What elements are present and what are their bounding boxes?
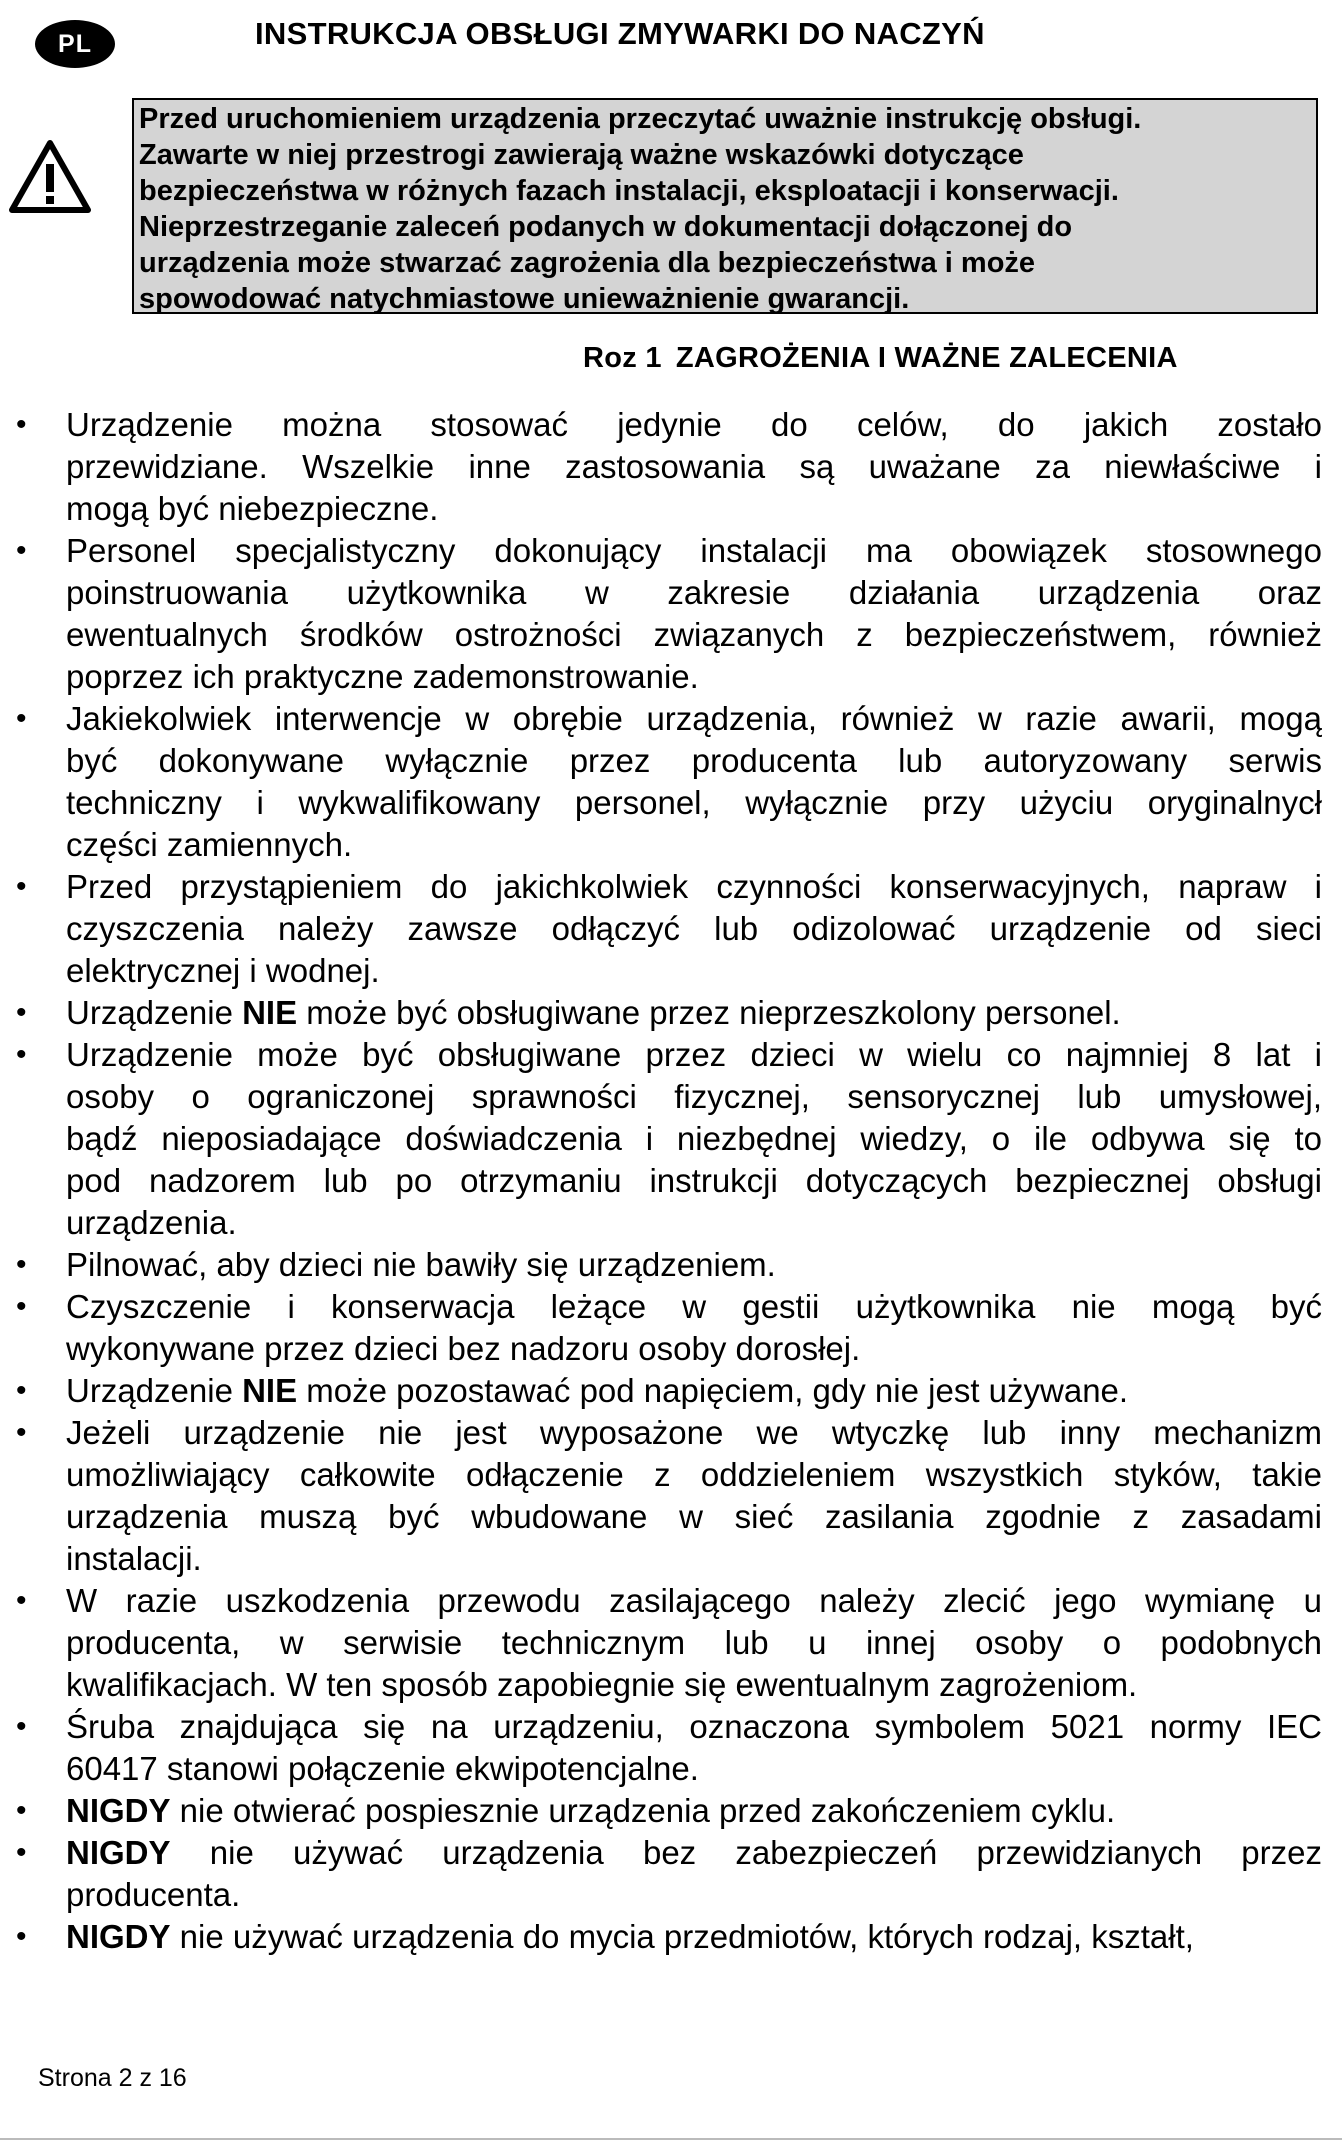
- rule-line: producenta.: [66, 1876, 241, 1913]
- page-number: Strona 2 z 16: [38, 2064, 187, 2092]
- rule-item: [0, 404, 1322, 530]
- rule-line: czyszczenia należy zawsze odłączyć lub odizolować urządzenie od sieci: [66, 910, 1322, 947]
- bullet-icon: •: [16, 702, 27, 735]
- rule-line: umożliwiający całkowite odłączenie z oddzieleniem wszystkich styków, takie: [66, 1456, 1322, 1493]
- rule-line: przewidziane. Wszelkie inne zastosowania są uważane za niewłaściwe i: [66, 448, 1322, 485]
- rule-line: ewentualnych środków ostrożności związanych z bezpieczeństwem, również: [66, 616, 1322, 653]
- section-number: Roz 1: [583, 342, 662, 374]
- rule-item: [0, 698, 1322, 866]
- rule-line: części zamiennych.: [66, 826, 353, 863]
- warning-line: urządzenia może stwarzać zagrożenia dla bezpieczeństwa i może: [139, 247, 1036, 279]
- rule-line: poinstruowania użytkownika w zakresie działania urządzenia oraz: [66, 574, 1322, 611]
- bullet-icon: •: [16, 1290, 27, 1323]
- rule-line: osoby o ograniczonej sprawności fizycznej, sensorycznej lub umysłowej,: [66, 1078, 1322, 1115]
- safety-rules-list: [0, 404, 1342, 1958]
- rule-line: producenta, w serwisie technicznym lub u innej osoby o podobnych: [66, 1624, 1322, 1661]
- rule-item: [0, 1034, 1322, 1244]
- rule-line: poprzez ich praktyczne zademonstrowanie.: [66, 658, 699, 695]
- bullet-icon: •: [16, 1836, 27, 1869]
- warning-triangle-icon: [8, 138, 92, 214]
- rule-line: pod nadzorem lub po otrzymaniu instrukcji dotyczących bezpiecznej obsługi: [66, 1162, 1322, 1199]
- rule-item: [0, 1370, 1322, 1412]
- rule-item: [0, 866, 1322, 992]
- emphasis-keyword: NIGDY: [66, 1792, 171, 1829]
- rule-line: NIGDY nie używać urządzenia bez zabezpieczeń przewidzianych przez: [66, 1834, 1322, 1871]
- rule-line: Śruba znajdująca się na urządzeniu, oznaczona symbolem 5021 normy IEC: [66, 1708, 1322, 1745]
- rule-line: Jakiekolwiek interwencje w obrębie urządzenia, również w razie awarii, mogą: [66, 700, 1322, 737]
- rule-item: [0, 992, 1322, 1034]
- warning-line: Zawarte w niej przestrogi zawierają ważne wskazówki dotyczące: [139, 139, 1024, 171]
- bullet-icon: •: [16, 1710, 27, 1743]
- section-title: ZAGROŻENIA I WAŻNE ZALECENIA: [675, 342, 1178, 374]
- rule-line: Urządzenie NIE może pozostawać pod napięciem, gdy nie jest używane.: [66, 1372, 1129, 1409]
- emphasis-keyword: NIE: [242, 1372, 298, 1409]
- rule-line: Przed przystąpieniem do jakichkolwiek czynności konserwacyjnych, napraw i: [66, 868, 1322, 905]
- rule-line: W razie uszkodzenia przewodu zasilającego należy zlecić jego wymianę u: [66, 1582, 1322, 1619]
- rule-item: [0, 1580, 1322, 1706]
- warning-line: bezpieczeństwa w różnych fazach instalacji, eksploatacji i konserwacji.: [139, 175, 1119, 207]
- rule-item: [0, 1412, 1322, 1580]
- bullet-icon: •: [16, 534, 27, 567]
- bullet-icon: •: [16, 408, 27, 441]
- language-badge: PL: [35, 20, 115, 68]
- rule-item: [0, 530, 1322, 698]
- bullet-icon: •: [16, 1374, 27, 1407]
- rule-item: [0, 1286, 1322, 1370]
- bullet-icon: •: [16, 870, 27, 903]
- rule-line: urządzenia.: [66, 1204, 237, 1241]
- rule-line: Jeżeli urządzenie nie jest wyposażone we wtyczkę lub inny mechanizm: [66, 1414, 1322, 1451]
- warning-line: spowodować natychmiastowe unieważnienie gwarancji.: [139, 283, 910, 315]
- rule-line: wykonywane przez dzieci bez nadzoru osoby dorosłej.: [66, 1330, 861, 1367]
- rule-item: [0, 1706, 1322, 1790]
- rule-line: techniczny i wykwalifikowany personel, wyłącznie przy użyciu oryginalnycł: [66, 784, 1322, 821]
- rule-line: być dokonywane wyłącznie przez producenta lub autoryzowany serwis: [66, 742, 1322, 779]
- rule-item: [0, 1790, 1322, 1832]
- rule-line: Personel specjalistyczny dokonujący instalacji ma obowiązek stosownego: [66, 532, 1322, 569]
- bullet-icon: •: [16, 1794, 27, 1827]
- document-title: INSTRUKCJA OBSŁUGI ZMYWARKI DO NACZYŃ: [255, 16, 985, 51]
- rule-line: elektrycznej i wodnej.: [66, 952, 380, 989]
- bullet-icon: •: [16, 1416, 27, 1449]
- warning-notice-box: [132, 98, 1318, 314]
- bullet-icon: •: [16, 1584, 27, 1617]
- rule-line: Urządzenie można stosować jedynie do celów, do jakich zostało: [66, 406, 1322, 443]
- bullet-icon: •: [16, 1920, 27, 1953]
- rule-line: Urządzenie może być obsługiwane przez dzieci w wielu co najmniej 8 lat i: [66, 1036, 1322, 1073]
- rule-line: Czyszczenie i konserwacja leżące w gestii użytkownika nie mogą być: [66, 1288, 1322, 1325]
- rule-line: kwalifikacjach. W ten sposób zapobiegnie się ewentualnym zagrożeniom.: [66, 1666, 1138, 1703]
- bullet-icon: •: [16, 1248, 27, 1281]
- rule-item: [0, 1244, 1322, 1286]
- rule-line: NIGDY nie otwierać pospiesznie urządzenia przed zakończeniem cyklu.: [66, 1792, 1116, 1829]
- emphasis-keyword: NIGDY: [66, 1834, 171, 1871]
- page-bottom-divider: [0, 2138, 1342, 2140]
- rule-line: urządzenia muszą być wbudowane w sieć zasilania zgodnie z zasadami: [66, 1498, 1322, 1535]
- emphasis-keyword: NIE: [242, 994, 298, 1031]
- bullet-icon: •: [16, 996, 27, 1029]
- emphasis-keyword: NIGDY: [66, 1918, 171, 1955]
- rule-line: 60417 stanowi połączenie ekwipotencjalne.: [66, 1750, 699, 1787]
- rule-line: Urządzenie NIE może być obsługiwane przez nieprzeszkolony personel.: [66, 994, 1121, 1031]
- rule-item: [0, 1832, 1322, 1916]
- rule-line: mogą być niebezpieczne.: [66, 490, 439, 527]
- rule-line: bądź nieposiadające doświadczenia i niezbędnej wiedzy, o ile odbywa się to: [66, 1120, 1322, 1157]
- bullet-icon: •: [16, 1038, 27, 1071]
- rule-item: [0, 1916, 1322, 1958]
- rule-line: instalacji.: [66, 1540, 202, 1577]
- section-heading: [583, 342, 1178, 375]
- warning-line: Przed uruchomieniem urządzenia przeczytać uważnie instrukcję obsługi.: [139, 103, 1142, 135]
- rule-line: Pilnować, aby dzieci nie bawiły się urządzeniem.: [66, 1246, 776, 1283]
- rule-line: NIGDY nie używać urządzenia do mycia przedmiotów, których rodzaj, kształt,: [66, 1918, 1194, 1955]
- warning-line: Nieprzestrzeganie zaleceń podanych w dokumentacji dołączonej do: [139, 211, 1073, 243]
